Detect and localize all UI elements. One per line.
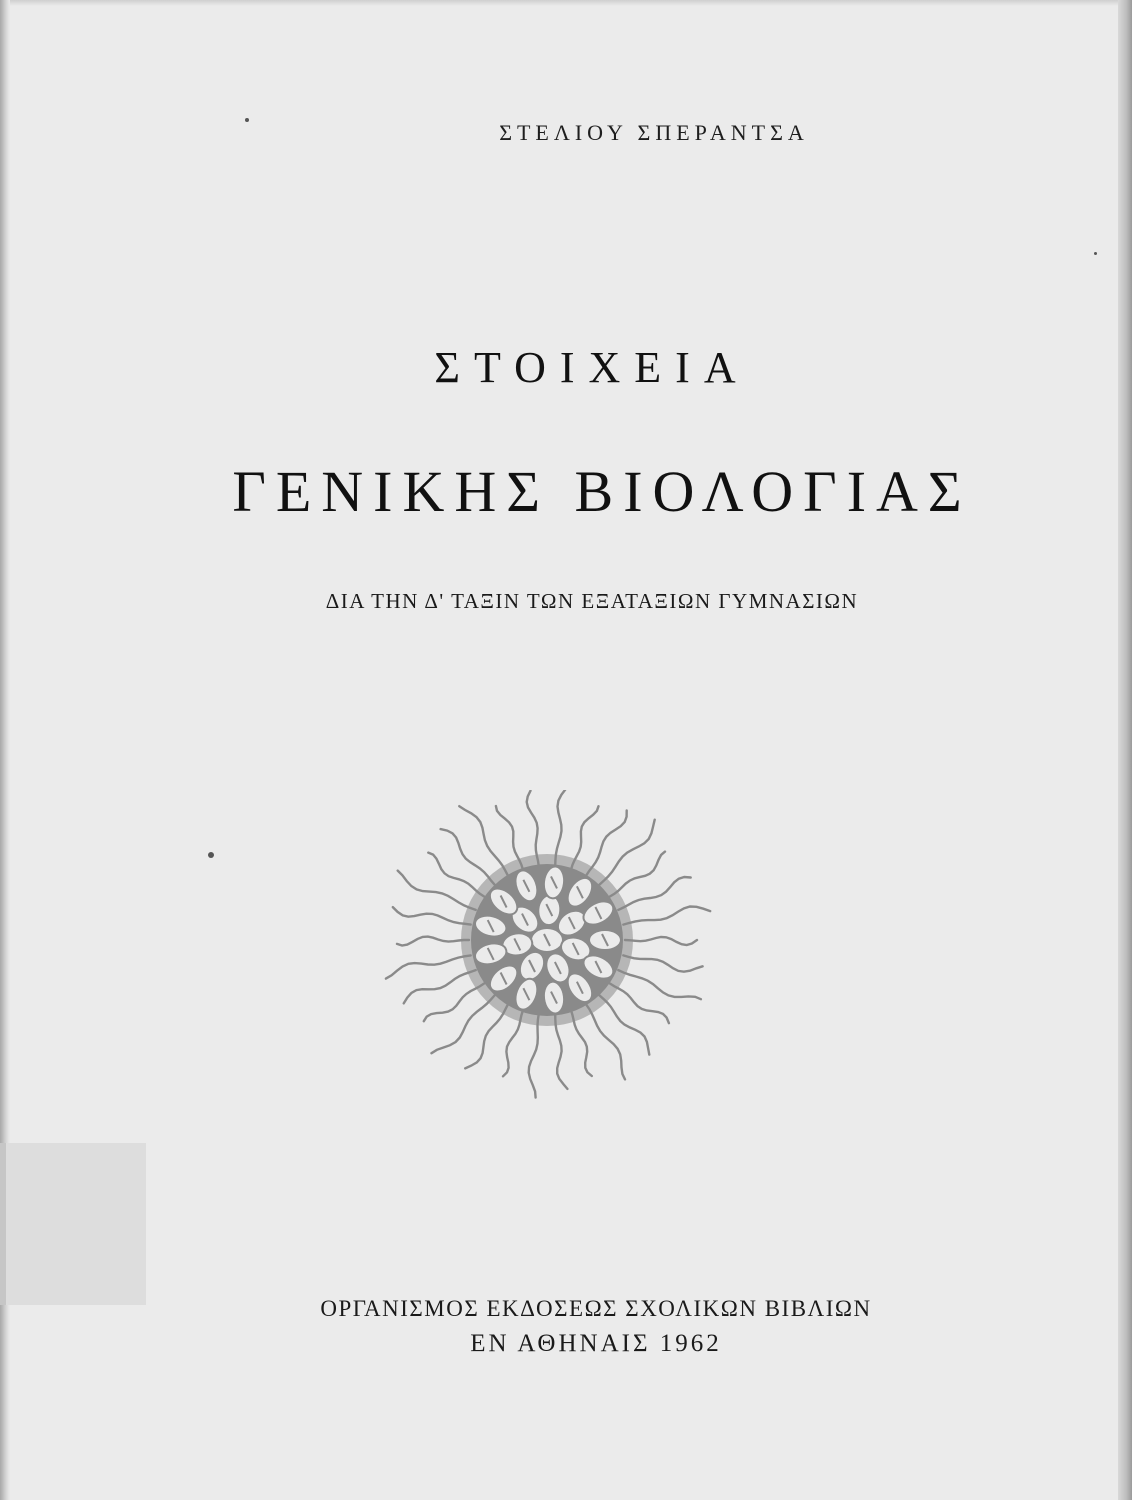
- tentacle: [386, 955, 471, 978]
- publisher-name: ΟΡΓΑΝΙΣΜΟΣ ΕΚΔΟΣΕΩΣ ΣΧΟΛΙΚΩΝ ΒΙΒΛΙΩΝ: [320, 1296, 872, 1321]
- paper-speck: [1094, 252, 1097, 255]
- tentacle: [529, 1014, 539, 1098]
- tentacle: [428, 853, 484, 897]
- author-name: ΣΤΕΛΙΟΥ ΣΠΕΡΑΝΤΣΑ: [499, 120, 809, 145]
- tentacle: [586, 810, 627, 875]
- library-label-sticker: [0, 1143, 146, 1305]
- publication-place-year: ΕΝ ΑΘΗΝΑΙΣ 1962: [470, 1330, 722, 1357]
- tentacle: [623, 907, 710, 925]
- tentacle: [586, 1004, 625, 1079]
- tentacle: [397, 937, 469, 946]
- title-line-1: ΣΤΟΙΧΕΙΑ: [434, 343, 750, 392]
- scan-right-edge: [1118, 0, 1132, 1500]
- tentacle: [623, 955, 702, 971]
- tentacle: [404, 970, 476, 1003]
- tentacle: [393, 907, 471, 925]
- tentacle: [618, 970, 701, 999]
- tentacle: [599, 995, 649, 1055]
- tentacle: [465, 1004, 508, 1068]
- emblem-drawing: [386, 790, 710, 1098]
- title-line-2: ΓΕΝΙΚΗΣ ΒΙΟΛΟΓΙΑΣ: [232, 459, 972, 524]
- tentacle: [625, 937, 697, 945]
- paper-speck: [208, 852, 214, 858]
- subtitle: ΔΙΑ ΤΗΝ Δ' ΤΑΞΙΝ ΤΩΝ ΕΞΑΤΑΞΙΩΝ ΓΥΜΝΑΣΙΩΝ: [325, 589, 859, 613]
- scan-top-edge: [0, 0, 1132, 6]
- tentacle: [398, 871, 476, 910]
- radiolarian-organism-icon: [372, 790, 722, 1110]
- tentacle: [610, 852, 665, 897]
- tentacle: [432, 995, 495, 1053]
